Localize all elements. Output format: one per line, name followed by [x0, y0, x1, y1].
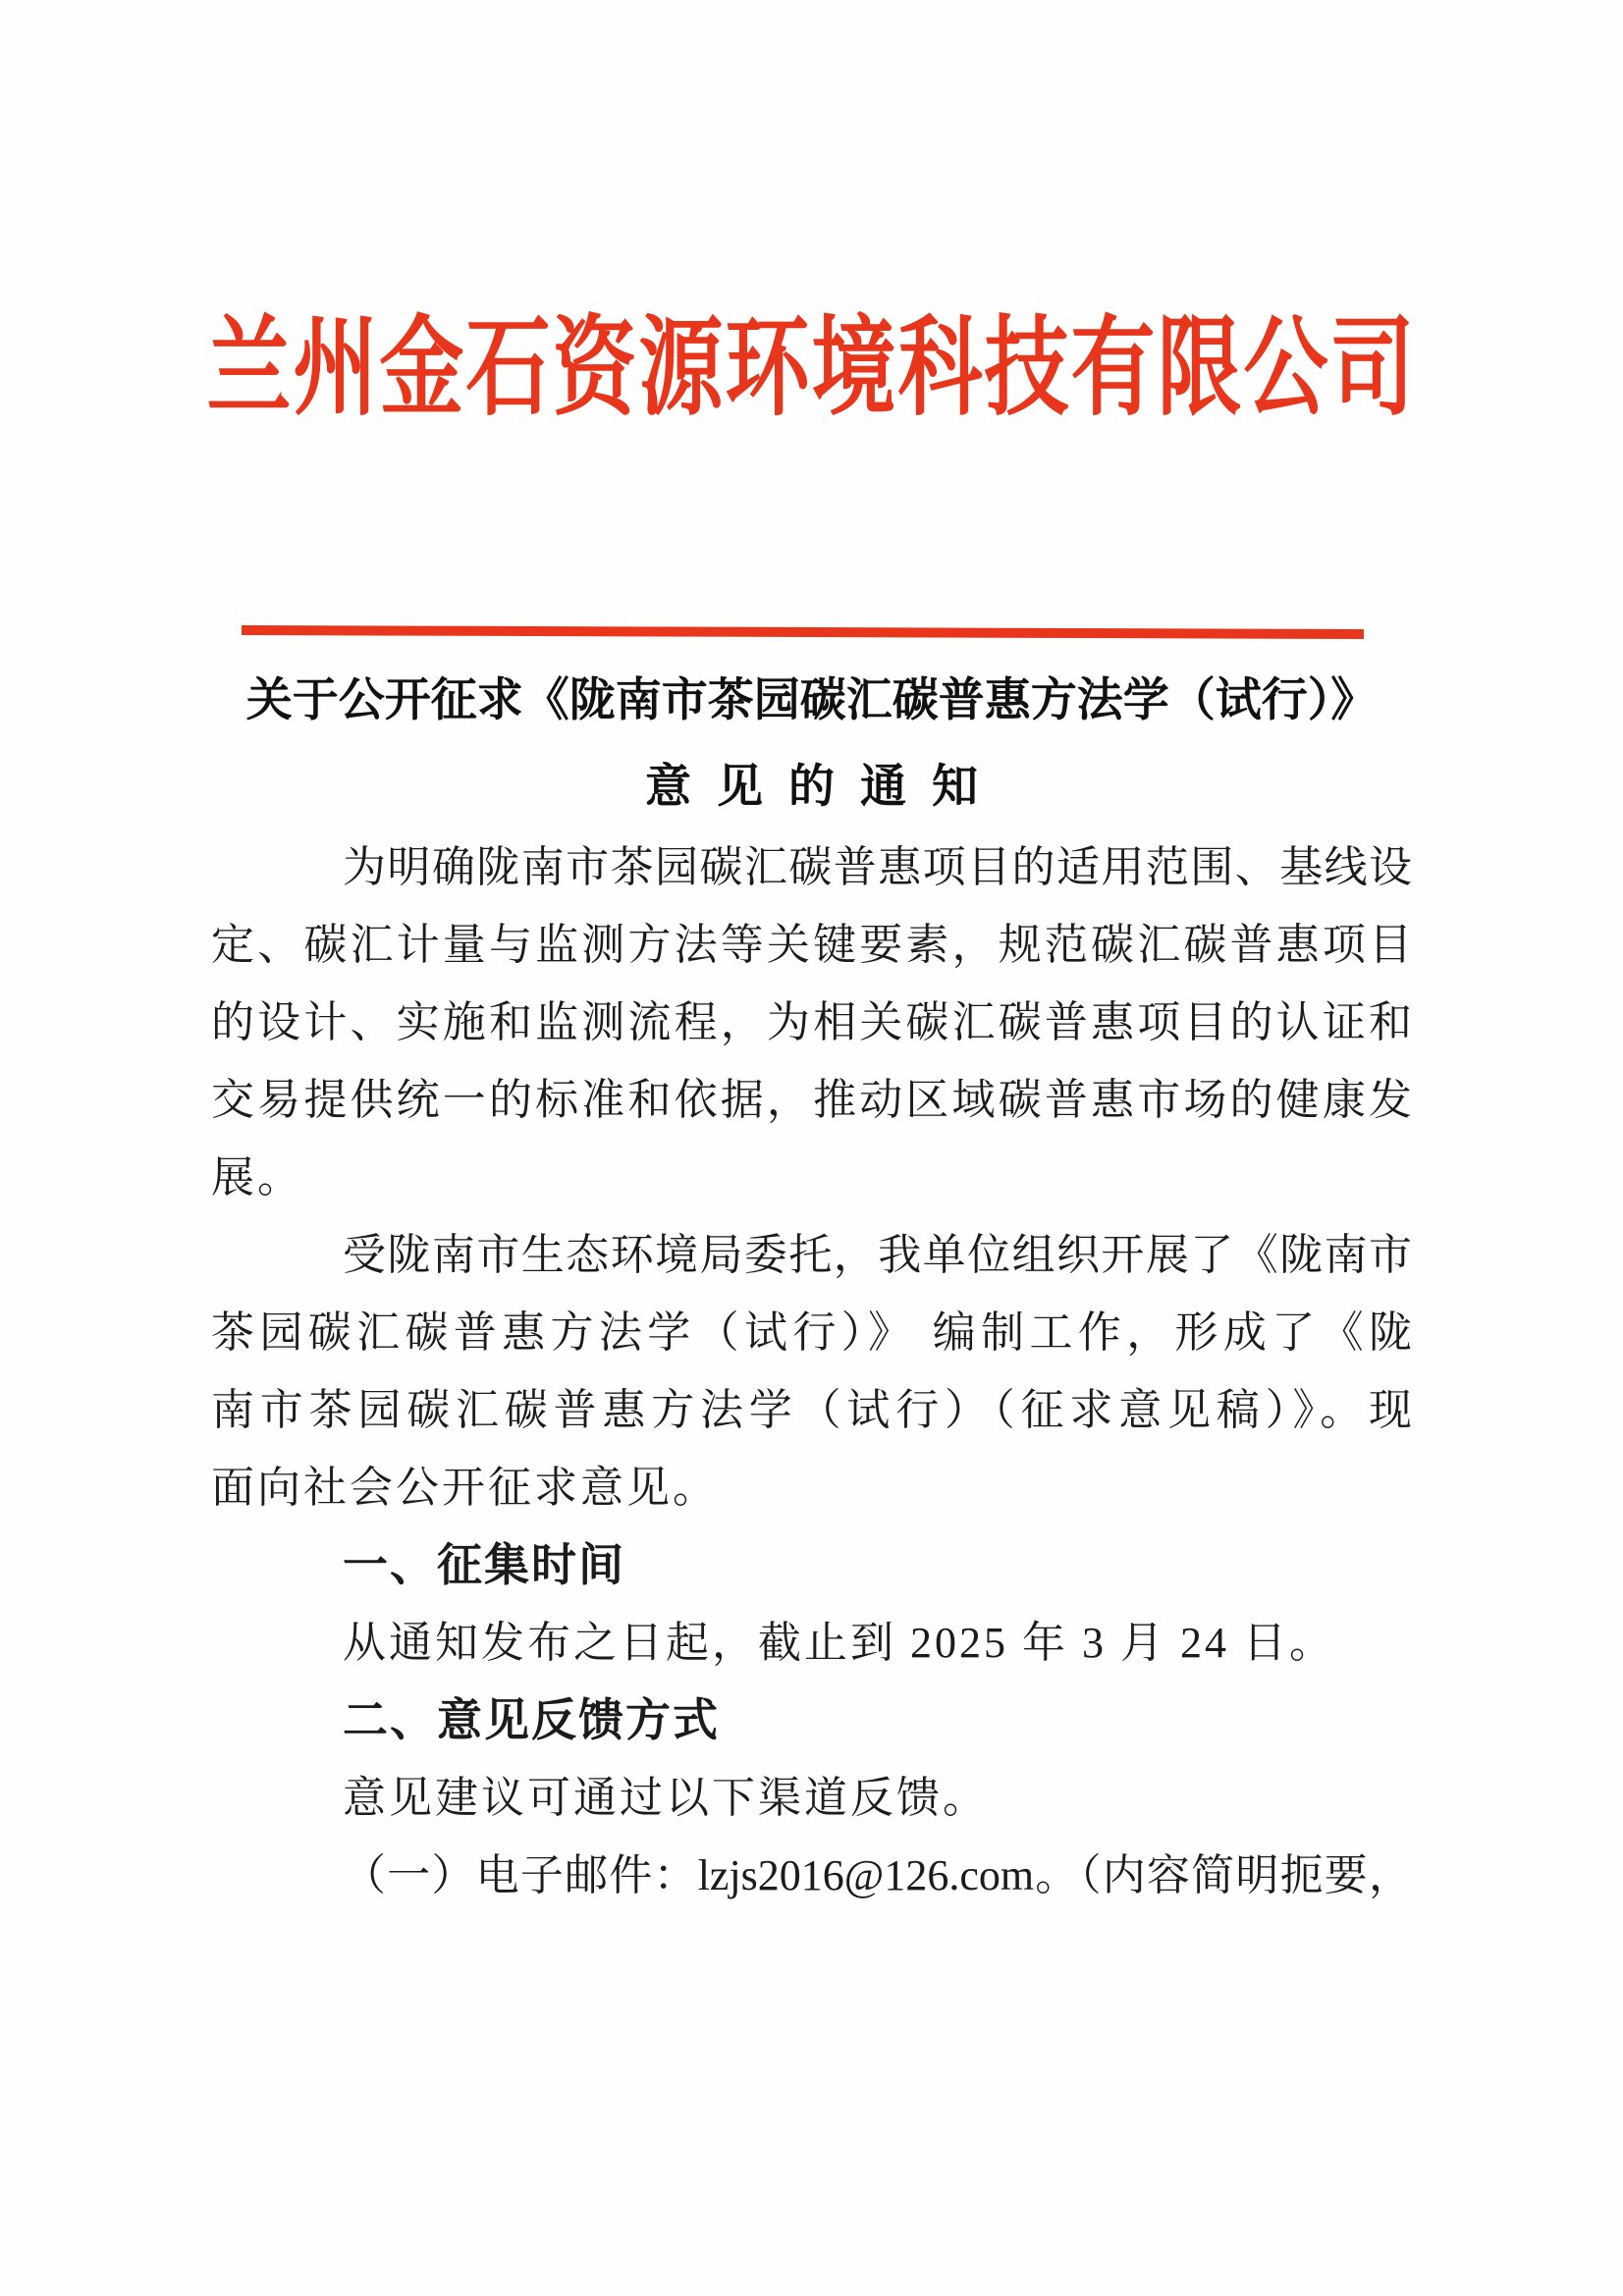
body-line: 展。 [211, 1153, 303, 1201]
notice-title-line1: 关于公开征求《陇南市茶园碳汇碳普惠方法学（试行）》 [245, 675, 1378, 726]
body-line: 茶园碳汇碳普惠方法学（试行）》 编制工作，形成了《陇 [211, 1308, 1412, 1357]
body-line: 定、碳汇计量与监测方法等关键要素，规范碳汇碳普惠项目 [211, 921, 1412, 969]
company-letterhead: 兰州金石资源环境科技有限公司 [206, 308, 1417, 430]
section-heading: 一、征集时间 [343, 1539, 625, 1590]
notice-title [0, 658, 1623, 830]
notice-title-line2: 意见的通知 [645, 762, 1003, 813]
body-line: 交易提供统一的标准和依据，推动区域碳普惠市场的健康发 [211, 1076, 1412, 1124]
body-line: 为明确陇南市茶园碳汇碳普惠项目的适用范围、基线设 [343, 843, 1412, 891]
letterhead-rule [242, 625, 1364, 639]
body-line: 受陇南市生态环境局委托，我单位组织开展了《陇南市 [343, 1231, 1412, 1279]
body-line: 意见建议可通过以下渠道反馈。 [343, 1774, 989, 1822]
body-line: 的设计、实施和监测流程，为相关碳汇碳普惠项目的认证和 [211, 998, 1412, 1046]
section-heading: 二、意见反馈方式 [343, 1694, 720, 1745]
body-line: 从通知发布之日起，截止到 2025 年 3 月 24 日。 [343, 1619, 1335, 1667]
body-lines [211, 828, 1412, 1914]
body-line: （一）电子邮件：lzjs2016@126.com。（内容简明扼要， [343, 1851, 1412, 1899]
body-line: 面向社会公开征求意见。 [211, 1464, 719, 1512]
body-line: 南市茶园碳汇碳普惠方法学（试行）（征求意见稿）》。现 [211, 1386, 1412, 1434]
